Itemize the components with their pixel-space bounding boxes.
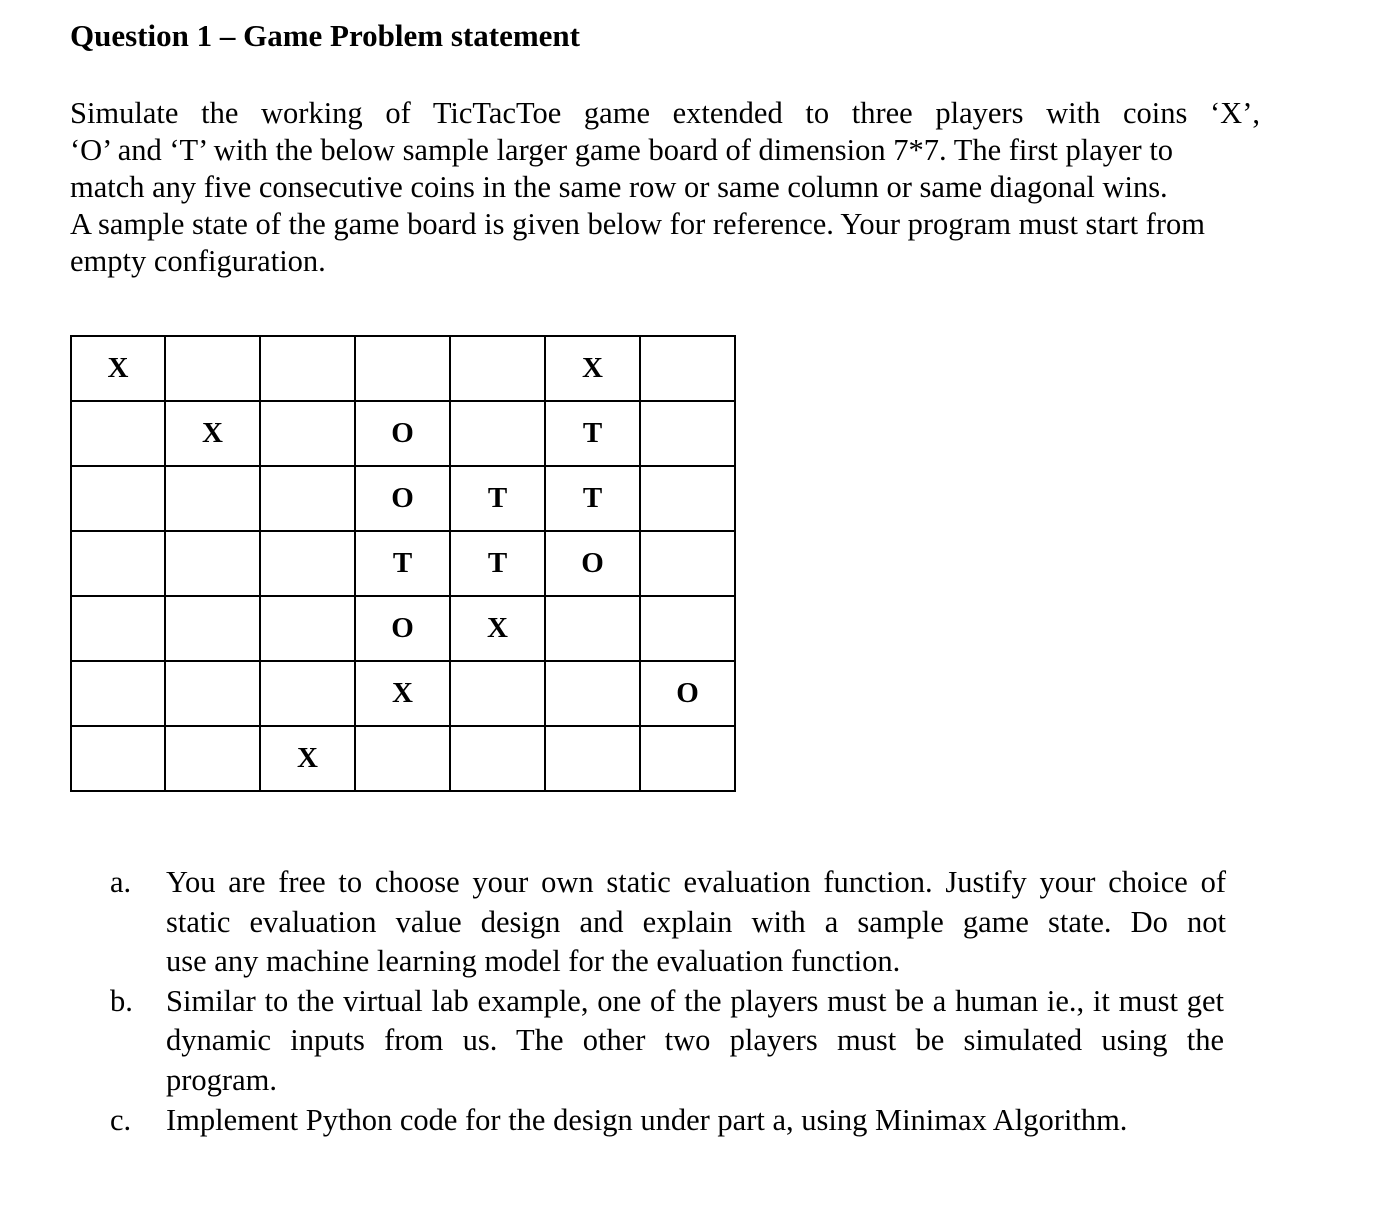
board-cell: T bbox=[450, 466, 545, 531]
requirement-line: dynamic inputs from us. The other two players must be simulated using the bbox=[166, 1023, 1224, 1058]
board-cell bbox=[545, 726, 640, 791]
board-cell: O bbox=[355, 401, 450, 466]
question-title: Question 1 – Game Problem statement bbox=[70, 18, 580, 53]
board-cell: O bbox=[640, 661, 735, 726]
board-row bbox=[71, 401, 735, 466]
board-cell bbox=[165, 596, 260, 661]
board-cell bbox=[355, 336, 450, 401]
board-row bbox=[71, 466, 735, 531]
requirement-line: use any machine learning model for the evaluation function. bbox=[166, 944, 901, 979]
requirement-item-a bbox=[110, 863, 1226, 982]
board-cell bbox=[165, 726, 260, 791]
board-cell: X bbox=[545, 336, 640, 401]
board-row bbox=[71, 531, 735, 596]
board-cell bbox=[71, 726, 165, 791]
requirement-line: Similar to the virtual lab example, one of the players must be a human ie., it must get bbox=[166, 983, 1224, 1018]
board-cell bbox=[545, 661, 640, 726]
requirement-line: You are free to choose your own static evaluation function. Justify your choice of bbox=[166, 865, 1226, 899]
requirement-line: Implement Python code for the design under part a, using Minimax Algorithm. bbox=[166, 1102, 1128, 1137]
board-cell bbox=[260, 336, 355, 401]
board-row bbox=[71, 336, 735, 401]
problem-statement bbox=[70, 95, 1260, 280]
board-cell bbox=[165, 661, 260, 726]
requirement-item-c bbox=[110, 1101, 1226, 1141]
statement-line: match any five consecutive coins in the same row or same column or same diagonal wins. bbox=[70, 170, 1168, 204]
board-cell: X bbox=[450, 596, 545, 661]
board-cell: X bbox=[165, 401, 260, 466]
board-cell bbox=[640, 531, 735, 596]
board-cell: T bbox=[545, 466, 640, 531]
statement-line: A sample state of the game board is given below for reference. Your program must start from bbox=[70, 207, 1205, 241]
board-cell: X bbox=[355, 661, 450, 726]
board-row bbox=[71, 726, 735, 791]
board-cell bbox=[71, 531, 165, 596]
board-cell bbox=[71, 596, 165, 661]
list-marker: c. bbox=[110, 1102, 132, 1137]
board-cell bbox=[355, 726, 450, 791]
requirements-list bbox=[110, 863, 1226, 1140]
board-cell bbox=[260, 466, 355, 531]
board-cell: O bbox=[355, 466, 450, 531]
board-cell bbox=[640, 726, 735, 791]
list-marker: b. bbox=[110, 983, 133, 1018]
requirement-line: program. bbox=[166, 1062, 277, 1097]
board-cell bbox=[640, 466, 735, 531]
statement-line: ‘O’ and ‘T’ with the below sample larger game board of dimension 7*7. The first player to bbox=[70, 133, 1174, 167]
requirement-item-b bbox=[110, 982, 1226, 1101]
board-cell bbox=[71, 466, 165, 531]
statement-line: Simulate the working of TicTacToe game extended to three players with coins ‘X’, bbox=[70, 96, 1260, 130]
board-cell: O bbox=[355, 596, 450, 661]
board-row bbox=[71, 596, 735, 661]
game-board bbox=[70, 335, 736, 792]
board-cell bbox=[450, 661, 545, 726]
statement-line: empty configuration. bbox=[70, 244, 326, 278]
board-cell: T bbox=[355, 531, 450, 596]
board-cell bbox=[640, 596, 735, 661]
board-cell bbox=[450, 401, 545, 466]
board-cell bbox=[71, 661, 165, 726]
board-cell: T bbox=[545, 401, 640, 466]
board-cell bbox=[450, 726, 545, 791]
board-cell bbox=[260, 401, 355, 466]
board-cell bbox=[260, 531, 355, 596]
board-cell: T bbox=[450, 531, 545, 596]
board-row bbox=[71, 661, 735, 726]
board-cell bbox=[640, 401, 735, 466]
board-cell bbox=[640, 336, 735, 401]
board-cell bbox=[260, 661, 355, 726]
board-cell bbox=[450, 336, 545, 401]
board-cell bbox=[71, 401, 165, 466]
board-cell bbox=[165, 531, 260, 596]
board-cell: O bbox=[545, 531, 640, 596]
board-cell: X bbox=[260, 726, 355, 791]
board-cell bbox=[165, 336, 260, 401]
list-marker: a. bbox=[110, 865, 132, 899]
board-cell: X bbox=[71, 336, 165, 401]
board-cell bbox=[545, 596, 640, 661]
requirement-line: static evaluation value design and explain with a sample game state. Do not bbox=[166, 904, 1226, 939]
board-cell bbox=[260, 596, 355, 661]
board-cell bbox=[165, 466, 260, 531]
